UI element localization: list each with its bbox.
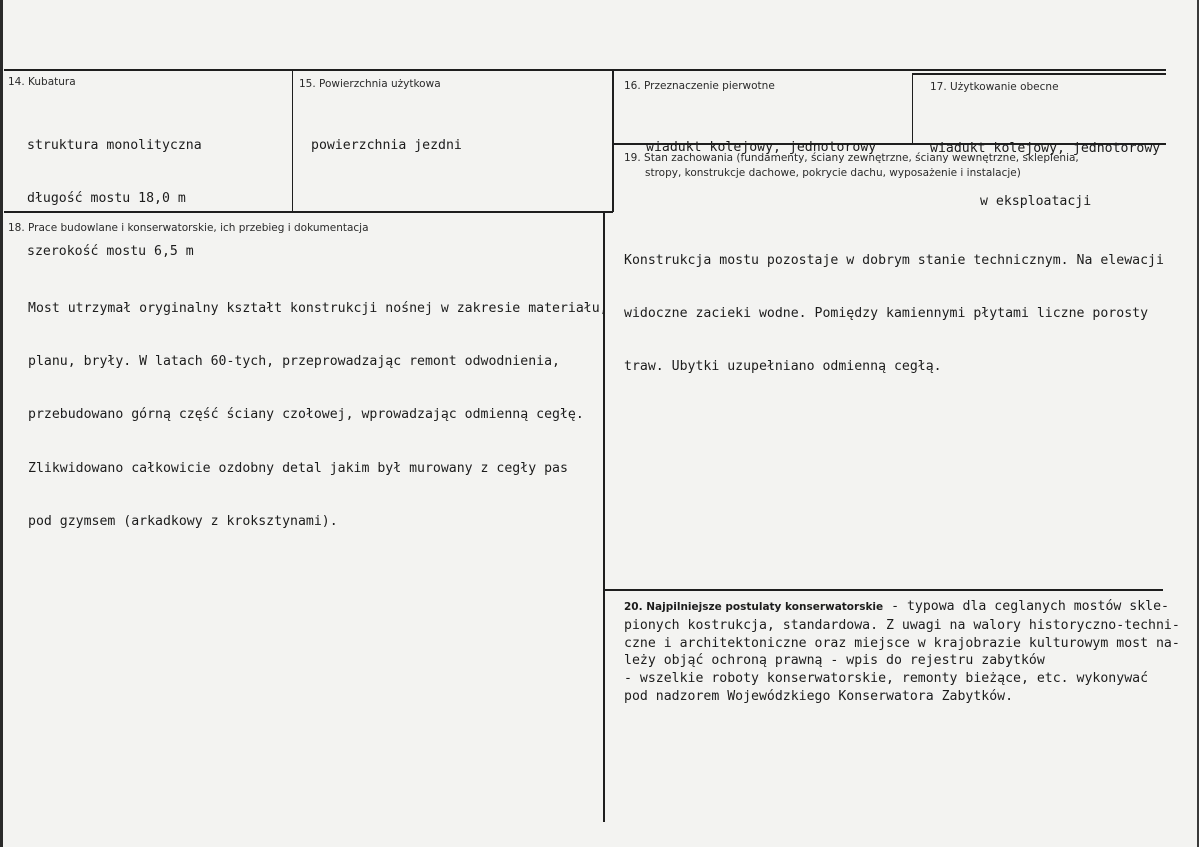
field-18-line: Zlikwidowano całkowicie ozdobny detal jakim był murowany z cegły pas	[28, 460, 568, 476]
field-18-line: planu, bryły. W latach 60-tych, przeprowadzając remont odwodnienia,	[28, 353, 560, 369]
field-17-line: w eksploatacji	[980, 193, 1092, 209]
field-18-label: 18. Prace budowlane i konserwatorskie, ich przebieg i dokumentacja	[8, 222, 369, 234]
top-rule	[4, 69, 1166, 71]
field-19-value	[624, 216, 1164, 412]
field-17-label: 17. Użytkowanie obecne	[930, 81, 1059, 93]
field-20-label: 20. Najpilniejsze postulaty konserwatorskie	[624, 601, 884, 613]
rule-under-17	[912, 73, 1166, 75]
divider-14-15	[292, 71, 293, 212]
field-20-line: - wszelkie roboty konserwatorskie, remonty bieżące, etc. wykonywać	[624, 671, 1149, 687]
field-20-first-line	[624, 598, 1184, 617]
field-20-line: pionych kostrukcja, standardowa. Z uwagi na walory historyczno-techni-	[624, 617, 1180, 633]
field-14-line: szerokość mostu 6,5 m	[27, 244, 194, 260]
field-19-label	[624, 151, 1079, 181]
field-19-label-line: stropy, konstrukcje dachowe, pokrycie dachu, wyposażenie i instalacje)	[645, 167, 1021, 179]
field-16-line: wiadukt kolejowy, jednotorowy	[646, 139, 877, 155]
field-17-line: wiadukt kolejowy, jednotorowy	[930, 140, 1161, 156]
field-18-value	[28, 264, 608, 567]
field-19-line: Konstrukcja mostu pozostaje w dobrym stanie technicznym. Na elewacji	[624, 252, 1164, 268]
divider-16-17	[912, 73, 913, 143]
field-14-line: struktura monolityczna	[27, 137, 202, 153]
field-15-label: 15. Powierzchnia użytkowa	[299, 78, 441, 90]
field-15-value	[311, 101, 462, 190]
field-18-line: Most utrzymał oryginalny kształt konstrukcji nośnej w zakresie materiału,	[28, 300, 608, 316]
field-20-line: leży objąć ochroną prawną - wpis do rejestru zabytków	[624, 653, 1045, 669]
rule-above-20	[605, 589, 1163, 591]
field-15-line: powierzchnia jezdni	[311, 137, 462, 153]
field-14-label: 14. Kubatura	[8, 76, 76, 88]
field-18-line: pod gzymsem (arkadkowy z kroksztynami).	[28, 514, 338, 530]
field-20-line: czne i architektoniczne oraz miejsce w krajobrazie kulturowym most na-	[624, 635, 1180, 651]
field-14-line: długość mostu 18,0 m	[27, 190, 186, 206]
field-19-line: widoczne zacieki wodne. Pomiędzy kamiennymi płytami liczne porosty	[624, 305, 1149, 321]
field-19-label-line: 19. Stan zachowania (fundamenty, ściany zewnętrzne, ściany wewnętrzne, sklepienia,	[624, 152, 1079, 164]
field-20	[624, 598, 1184, 706]
field-18-line: przebudowano górną część ściany czołowej, wprowadzając odmienną cegłę.	[28, 407, 584, 423]
upper-divider-19	[612, 145, 613, 212]
field-19-line: traw. Ubytki uzupełniano odmienną cegłą.	[624, 359, 942, 375]
field-16-label: 16. Przeznaczenie pierwotne	[624, 80, 775, 92]
scan-edge-left	[0, 0, 3, 847]
field-20-line: pod nadzorem Wojewódzkiego Konserwatora Zabytków.	[624, 688, 1014, 704]
field-20-first-line-text: - typowa dla ceglanych mostów skle-	[883, 599, 1169, 614]
